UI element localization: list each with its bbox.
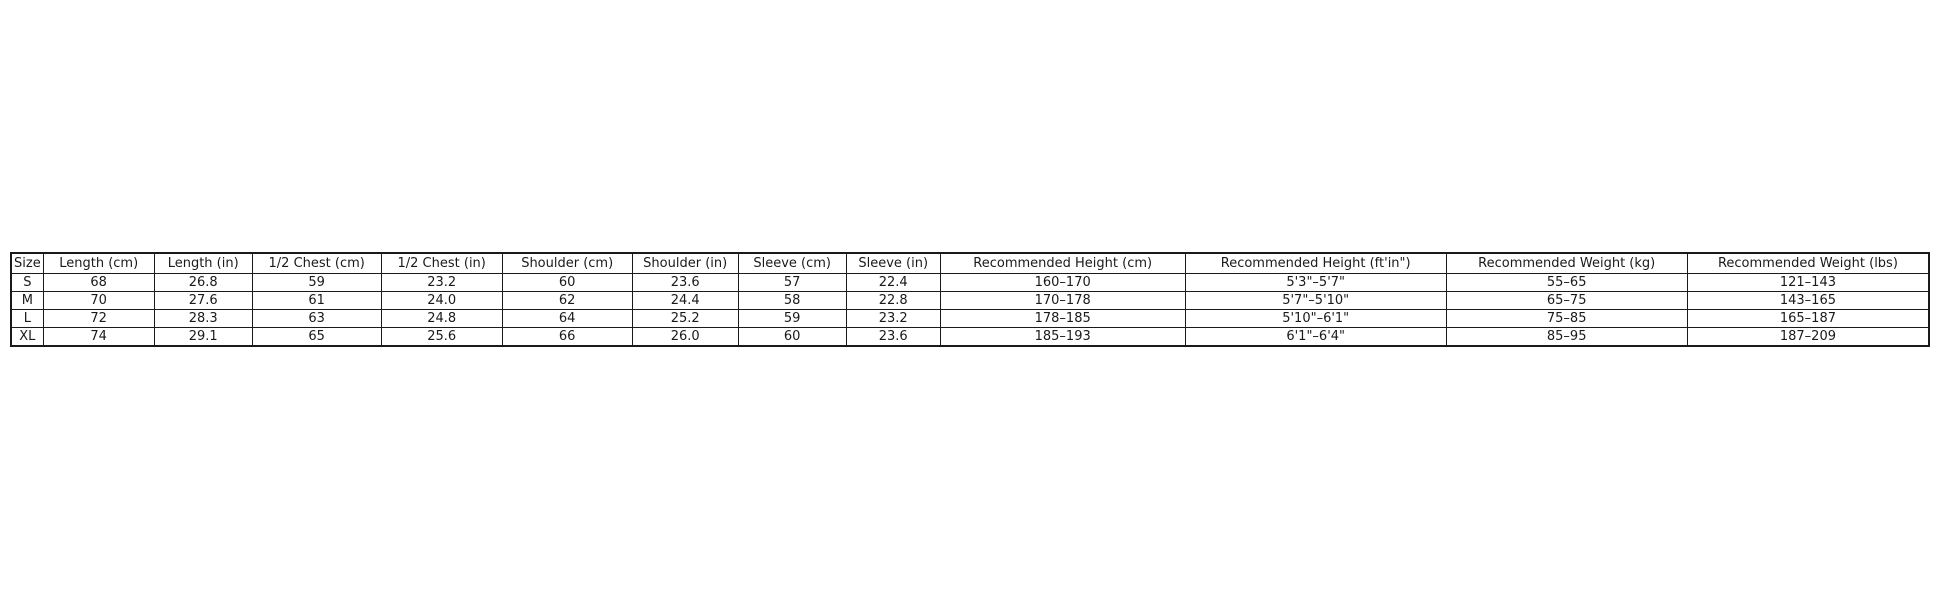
table-cell: M (11, 292, 43, 310)
table-cell: 72 (43, 310, 154, 328)
table-cell: 170–178 (940, 292, 1185, 310)
table-cell: 24.8 (381, 310, 502, 328)
column-header-rec-height-cm: Recommended Height (cm) (940, 253, 1185, 274)
column-header-size: Size (11, 253, 43, 274)
table-cell: 23.6 (846, 328, 940, 347)
table-cell: 65 (252, 328, 381, 347)
table-cell: 60 (738, 328, 846, 347)
table-row-m (11, 292, 1929, 310)
size-chart-table (10, 252, 1930, 347)
size-chart-area (10, 252, 1930, 347)
table-cell: 22.4 (846, 274, 940, 292)
table-row-xl (11, 328, 1929, 347)
table-row-l (11, 310, 1929, 328)
table-cell: 60 (502, 274, 632, 292)
table-cell: 68 (43, 274, 154, 292)
column-header-rec-height-ftin: Recommended Height (ft'in") (1185, 253, 1446, 274)
table-cell: 63 (252, 310, 381, 328)
table-cell: 26.0 (632, 328, 738, 347)
column-header-sleeve-cm: Sleeve (cm) (738, 253, 846, 274)
column-header-rec-weight-kg: Recommended Weight (kg) (1446, 253, 1687, 274)
column-header-rec-weight-lbs: Recommended Weight (lbs) (1687, 253, 1929, 274)
table-cell: 23.2 (846, 310, 940, 328)
table-cell: 75–85 (1446, 310, 1687, 328)
table-cell: 61 (252, 292, 381, 310)
table-cell: 185–193 (940, 328, 1185, 347)
table-cell: 5'3"–5'7" (1185, 274, 1446, 292)
table-header-row (11, 253, 1929, 274)
table-cell: 25.6 (381, 328, 502, 347)
table-cell: S (11, 274, 43, 292)
table-cell: 59 (738, 310, 846, 328)
table-cell: 85–95 (1446, 328, 1687, 347)
column-header-length-cm: Length (cm) (43, 253, 154, 274)
table-cell: 160–170 (940, 274, 1185, 292)
table-cell: 62 (502, 292, 632, 310)
table-cell: 24.4 (632, 292, 738, 310)
table-cell: 22.8 (846, 292, 940, 310)
table-cell: L (11, 310, 43, 328)
column-header-half-chest-cm: 1/2 Chest (cm) (252, 253, 381, 274)
table-cell: 23.2 (381, 274, 502, 292)
table-cell: 165–187 (1687, 310, 1929, 328)
table-cell: 66 (502, 328, 632, 347)
column-header-shoulder-cm: Shoulder (cm) (502, 253, 632, 274)
table-cell: 24.0 (381, 292, 502, 310)
column-header-shoulder-in: Shoulder (in) (632, 253, 738, 274)
table-cell: 26.8 (154, 274, 252, 292)
table-cell: 59 (252, 274, 381, 292)
table-cell: 121–143 (1687, 274, 1929, 292)
table-row-s (11, 274, 1929, 292)
table-cell: 65–75 (1446, 292, 1687, 310)
table-cell: 70 (43, 292, 154, 310)
table-cell: 58 (738, 292, 846, 310)
table-cell: 187–209 (1687, 328, 1929, 347)
table-cell: 55–65 (1446, 274, 1687, 292)
table-cell: 27.6 (154, 292, 252, 310)
column-header-half-chest-in: 1/2 Chest (in) (381, 253, 502, 274)
table-cell: 23.6 (632, 274, 738, 292)
table-cell: 5'7"–5'10" (1185, 292, 1446, 310)
table-cell: 74 (43, 328, 154, 347)
column-header-sleeve-in: Sleeve (in) (846, 253, 940, 274)
table-cell: 178–185 (940, 310, 1185, 328)
table-cell: 28.3 (154, 310, 252, 328)
table-cell: 5'10"–6'1" (1185, 310, 1446, 328)
column-header-length-in: Length (in) (154, 253, 252, 274)
table-cell: 64 (502, 310, 632, 328)
table-cell: 25.2 (632, 310, 738, 328)
table-cell: 6'1"–6'4" (1185, 328, 1446, 347)
table-cell: 57 (738, 274, 846, 292)
table-cell: 143–165 (1687, 292, 1929, 310)
table-cell: 29.1 (154, 328, 252, 347)
table-cell: XL (11, 328, 43, 347)
